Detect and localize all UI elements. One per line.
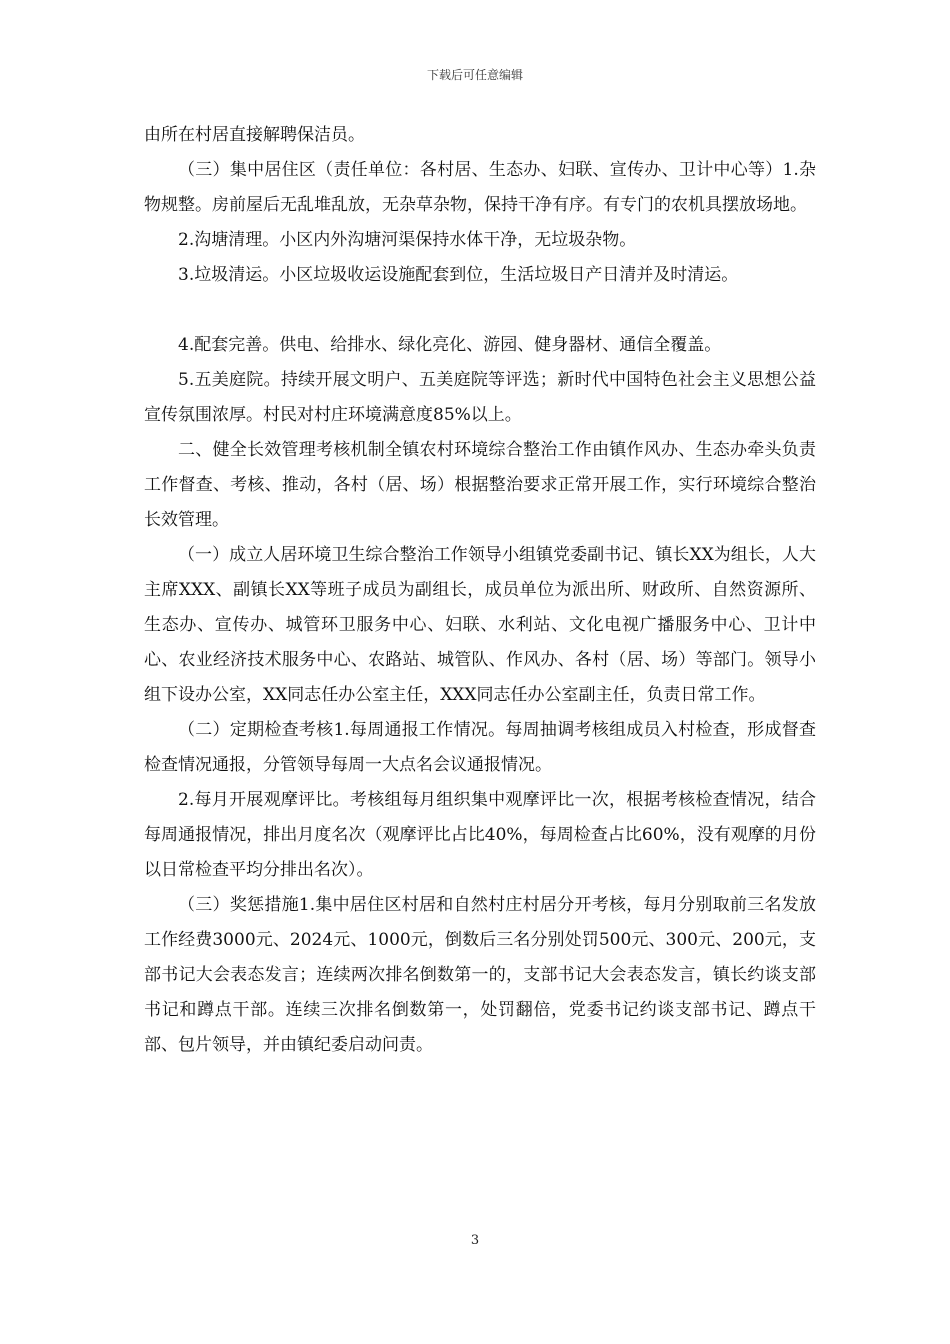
paragraph-monthly-evaluation: 2.每月开展观摩评比。考核组每月组织集中观摩评比一次，根据考核检查情况，结合每周通报情况，排出月度名次（观摩评比占比40%，每周检查占比60%，没有观摩的月份以日常检查平均分排出名次）。 bbox=[144, 790, 816, 880]
paragraph-weekly-report: （二）定期检查考核1.每周通报工作情况。每周抽调考核组成员入村检查，形成督查检查情况通报，分管领导每周一大点名会议通报情况。 bbox=[144, 720, 816, 775]
paragraph-rewards-penalties: （三）奖惩措施1.集中居住区村居和自然村庄村居分开考核，每月分别取前三名发放工作经费3000元、2024元、1000元，倒数后三名分别处罚500元、300元、200元，支部书记大会表态发言；连续两次排名倒数第一的，支部书记大会表态发言，镇长约谈支部书记和蹲点干部。连续三次排名倒数第一，处罚翻倍，党委书记约谈支部书记、蹲点干部、包片领导，并由镇纪委启动问责。 bbox=[144, 895, 816, 1055]
paragraph-long-term-mechanism: 二、健全长效管理考核机制全镇农村环境综合整治工作由镇作风办、生态办牵头负责工作督查、考核、推动，各村（居、场）根据整治要求正常开展工作，实行环境综合整治长效管理。 bbox=[144, 440, 816, 530]
paragraph-facilities: 4.配套完善。供电、给排水、绿化亮化、游园、健身器材、通信全覆盖。 bbox=[178, 335, 722, 355]
paragraph-ponds-cleanup: 2.沟塘清理。小区内外沟塘河渠保持水体干净，无垃圾杂物。 bbox=[178, 230, 637, 250]
paragraph-section-3-sundries: （三）集中居住区（责任单位：各村居、生态办、妇联、宣传办、卫计中心等）1.杂物规整。房前屋后无乱堆乱放，无杂草杂物，保持干净有序。有专门的农机具摆放场地。 bbox=[144, 160, 816, 215]
paragraph-leading-group: （一）成立人居环境卫生综合整治工作领导小组镇党委副书记、镇长XX为组长，人大主席XXX、副镇长XX等班子成员为副组长，成员单位为派出所、财政所、自然资源所、生态办、宣传办、城管环卫服务中心、妇联、水利站、文化电视广播服务中心、卫计中心、农业经济技术服务中心、农路站、城管队、作风办、各村（居、场）等部门。领导小组下设办公室，XX同志任办公室主任，XXX同志任办公室副主任，负责日常工作。 bbox=[144, 545, 816, 705]
page-header-note: 下载后可任意编辑 bbox=[426, 68, 523, 82]
paragraph-continuation: 由所在村居直接解聘保洁员。 bbox=[144, 125, 365, 145]
document-body bbox=[144, 118, 816, 1063]
paragraph-five-beauty-courtyard: 5.五美庭院。持续开展文明户、五美庭院等评选；新时代中国特色社会主义思想公益宣传氛围浓厚。村民对村庄环境满意度85%以上。 bbox=[144, 370, 816, 425]
paragraph-garbage-removal: 3.垃圾清运。小区垃圾收运设施配套到位，生活垃圾日产日清并及时清运。 bbox=[178, 265, 739, 285]
page-number: 3 bbox=[470, 1233, 480, 1248]
